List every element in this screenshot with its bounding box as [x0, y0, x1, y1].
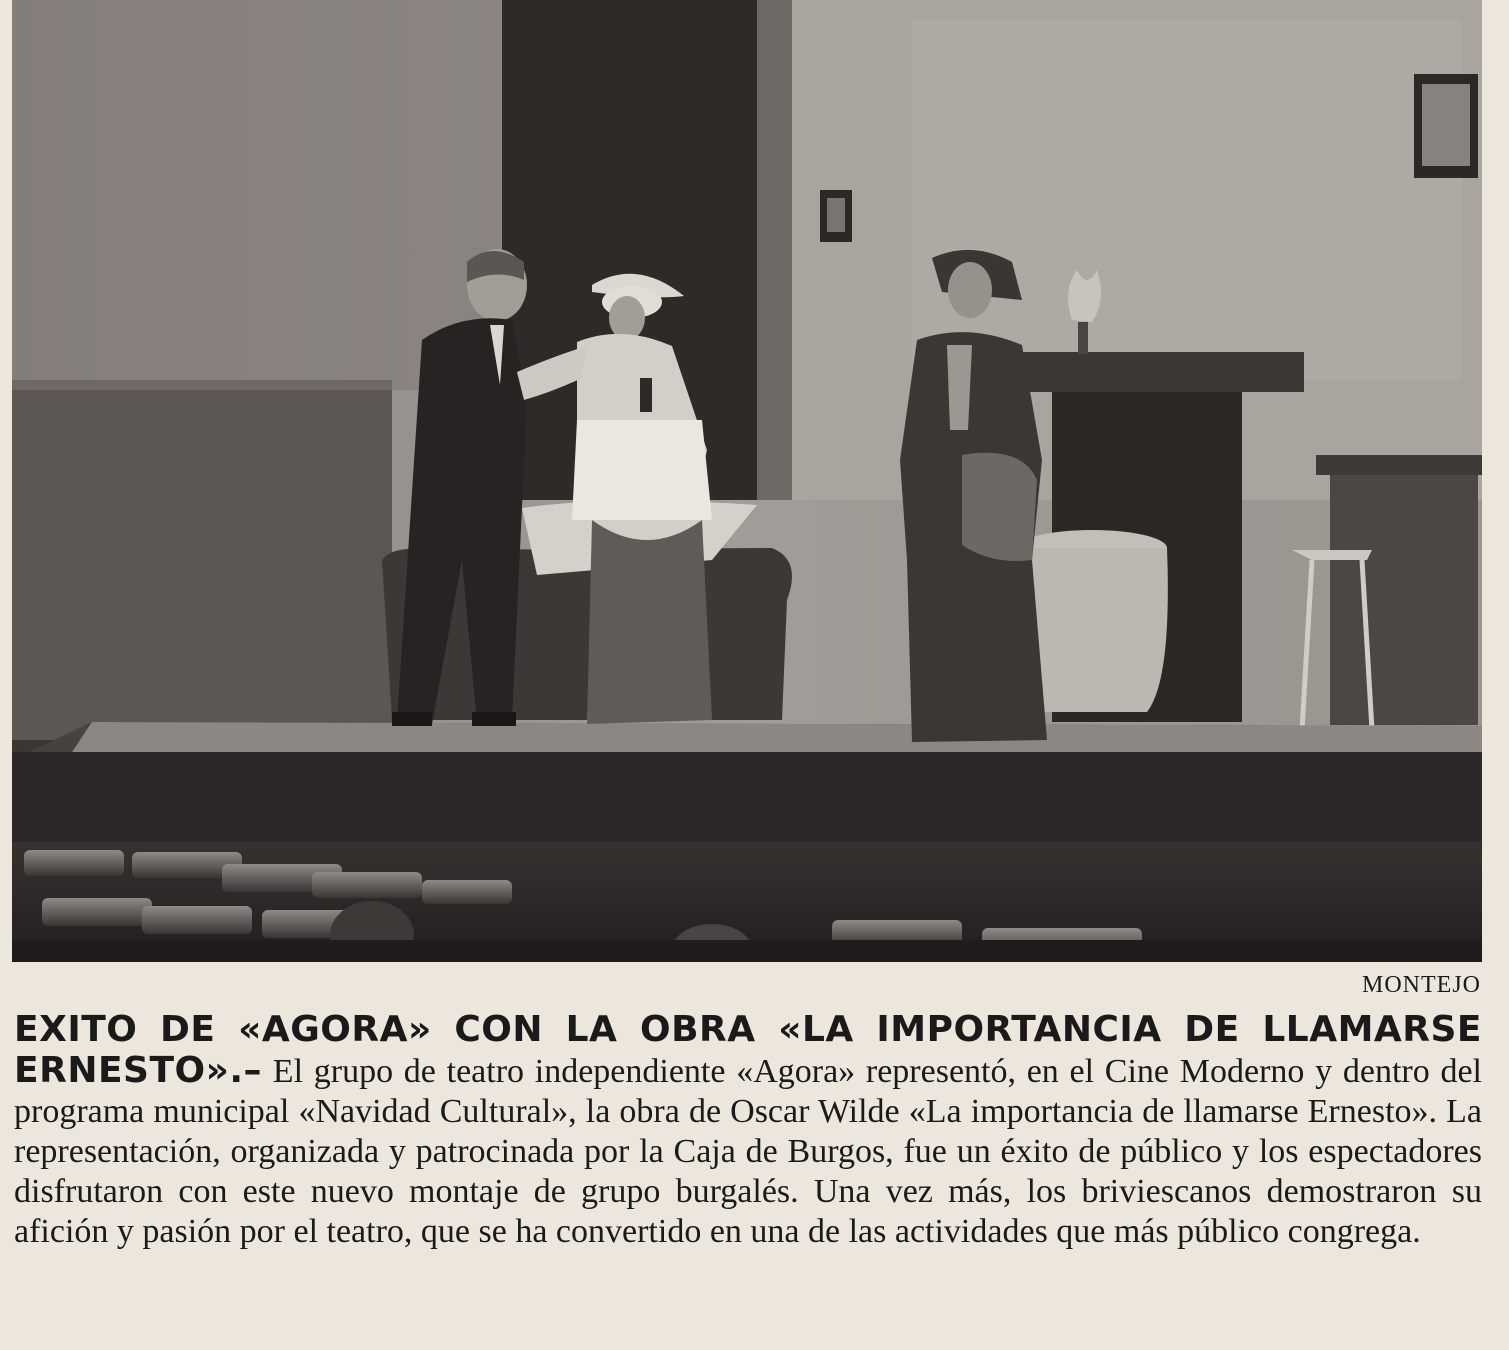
stage-photo	[12, 0, 1482, 962]
article-text	[14, 1010, 1482, 1252]
article-headline: EXITO DE «AGORA» CON LA OBRA «LA IMPORTANCIA DE LLAMARSE ERNESTO».–	[14, 1009, 1482, 1091]
stage-photo-illustration	[12, 0, 1482, 962]
article-body: El grupo de teatro independiente «Agora» representó, en el Cine Moderno y dentro del programa municipal «Navidad Cultural», la obra de Oscar Wilde «La importancia de llamarse Ernesto». La representación, organizada y patrocinada por la Caja de Burgos, fue un éxito de público y los espectadores disfrutaron con este nuevo montaje de grupo burgalés. Una vez más, los briviescanos demostraron su afición y pasión por el teatro, que se ha convertido en una de las actividades que más público congrega.	[14, 1053, 1482, 1250]
photo-credit: MONTEJO	[1362, 972, 1481, 998]
